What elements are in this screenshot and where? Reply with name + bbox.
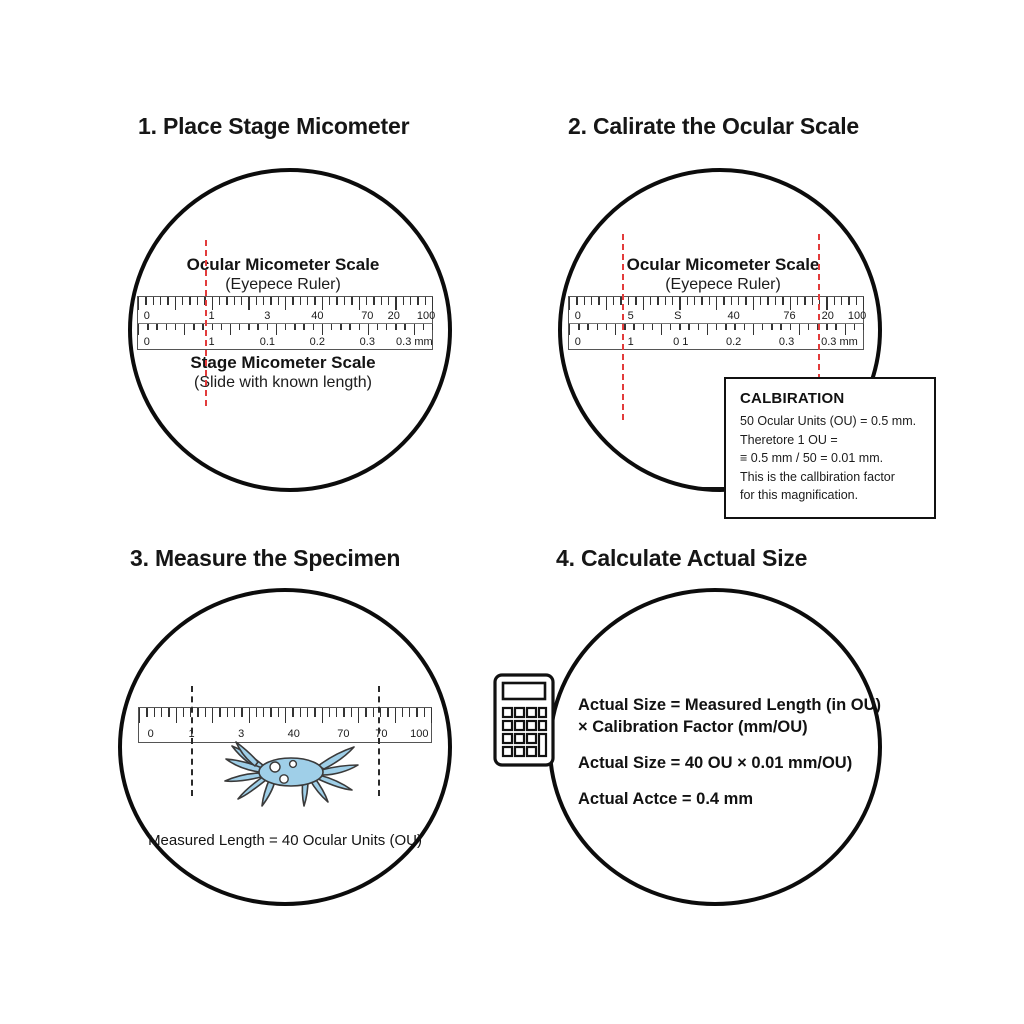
stage-scale-1-tick	[340, 324, 341, 330]
ocular-scale-2-tick	[657, 297, 658, 305]
panel-1-title: 1. Place Stage Micometer	[138, 113, 410, 139]
stage-scale-1-tick	[276, 324, 277, 335]
stage-scale-1-tick	[423, 324, 424, 330]
ocular-caption-line2: (Eyepece Ruler)	[665, 276, 781, 293]
ocular-scale-3-tick	[380, 708, 381, 717]
ocular-scale-3-tick	[146, 708, 147, 717]
ocular-scale-2-tick	[760, 297, 761, 305]
stage-scale-2-tick	[698, 324, 699, 330]
stage-scale-1-tick	[212, 324, 213, 330]
stage-scale-2-tick	[790, 324, 791, 330]
ocular-scale-2-tick	[775, 297, 776, 305]
stage-scale-2-tick	[762, 324, 763, 330]
stage-scale-2-tick	[799, 324, 800, 335]
ocular-scale-3-label: 70	[375, 728, 388, 740]
ocular-scale-caption-2	[627, 255, 820, 294]
ocular-scale-3-tick	[197, 708, 198, 717]
panel-2-title: 2. Calirate the Ocular Scale	[568, 113, 859, 139]
stage-scale-1-tick	[230, 324, 231, 335]
stage-scale-2-tick	[587, 324, 588, 330]
stage-scale-2-tick	[845, 324, 846, 335]
stage-scale-2-tick	[753, 324, 754, 335]
calibration-title: CALBIRATION	[740, 390, 845, 407]
stage-scale-1-tick	[248, 324, 249, 330]
ocular-caption-line2: (Eyepece Ruler)	[225, 276, 341, 293]
ocular-scale-1-tick	[329, 297, 330, 305]
stage-scale-2-label: 0.3 mm	[821, 336, 858, 348]
stage-scale-1-tick	[432, 324, 433, 330]
ocular-scale-3-tick	[176, 708, 177, 723]
ocular-scale-1-tick	[160, 297, 161, 305]
stage-scale-1-tick	[294, 324, 295, 330]
stage-scale-1-tick	[331, 324, 332, 330]
ocular-scale-3-tick	[234, 708, 235, 717]
ocular-scale-2-tick	[701, 297, 702, 305]
ocular-scale-2-tick	[687, 297, 688, 305]
calibration-line-5: for this magnification.	[740, 488, 859, 502]
ocular-scale-2-tick	[745, 297, 746, 305]
ocular-scale-3-tick	[139, 708, 140, 723]
alignment-line-1	[205, 240, 207, 406]
stage-scale-1-tick	[147, 324, 148, 330]
ocular-scale-1-tick	[359, 297, 360, 310]
stage-scale-1-tick	[395, 324, 396, 330]
ocular-scale-2-tick	[613, 297, 614, 305]
ocular-scale-1-tick	[263, 297, 264, 305]
stage-scale-2-label: 0	[574, 336, 581, 348]
stage-scale-1-tick	[359, 324, 360, 330]
ocular-scale-1-tick	[403, 297, 404, 305]
stage-scale-1-tick	[349, 324, 350, 330]
stage-scale-2-tick	[661, 324, 662, 335]
ocular-scale-2-tick	[863, 297, 864, 310]
ocular-scale-2-tick	[790, 297, 791, 310]
stage-scale-1-label: 0	[143, 336, 150, 348]
stage-scale-2-label: 1	[627, 336, 634, 348]
ocular-scale-3-tick	[219, 708, 220, 717]
ocular-scale-3-tick	[183, 708, 184, 717]
ocular-scale-1-tick	[256, 297, 257, 305]
ocular-scale-2-label: 20	[821, 310, 834, 322]
ocular-scale-2-label: 0	[574, 310, 581, 322]
stage-scale-2-tick	[679, 324, 680, 330]
stage-scale-1-tick	[257, 324, 258, 330]
ocular-scale-3-tick	[168, 708, 169, 717]
calibration-line-3: ≡ 0.5 mm / 50 = 0.01 mm.	[740, 451, 884, 465]
stage-scale-2-tick	[670, 324, 671, 330]
stage-scale-2-tick	[744, 324, 745, 330]
ocular-scale-1-tick	[410, 297, 411, 305]
ocular-scale-3-tick	[416, 708, 417, 717]
measured-length-text: Measured Length = 40 Ocular Units (OU)	[148, 832, 422, 849]
ocular-scale-1-tick	[248, 297, 249, 310]
ocular-scale-1-tick	[219, 297, 220, 305]
ocular-scale-1-label: 1	[208, 310, 215, 322]
stage-scale-1-tick	[239, 324, 240, 330]
panel-4-title: 4. Calculate Actual Size	[556, 545, 808, 571]
ocular-scale-2-tick	[665, 297, 666, 305]
ocular-scale-1-tick	[138, 297, 139, 310]
ocular-scale-2-tick	[826, 297, 827, 310]
stage-scale-1-tick	[138, 324, 139, 335]
ocular-scale-1-tick	[234, 297, 235, 305]
ocular-scale-1-tick	[167, 297, 168, 305]
stage-scale-caption-1	[190, 353, 375, 392]
ocular-scale-2-label: 100	[847, 310, 867, 322]
stage-scale-1-tick	[156, 324, 157, 330]
stage-scale-2-tick	[734, 324, 735, 330]
stage-scale-2-tick	[606, 324, 607, 330]
ocular-scale-2-tick	[767, 297, 768, 305]
stage-scale-1-label: 0.2	[309, 336, 325, 348]
actual-size-formula	[578, 695, 898, 811]
ocular-scale-3-tick	[154, 708, 155, 717]
ocular-scale-1-tick	[241, 297, 242, 305]
formula-line-1: Actual Size = Measured Length (in OU)	[578, 696, 882, 714]
ocular-scale-2-tick	[848, 297, 849, 305]
ocular-scale-1-tick	[300, 297, 301, 305]
ocular-scale-3-tick	[300, 708, 301, 717]
ocular-scale-3-tick	[307, 708, 308, 717]
stage-scale-1-tick	[377, 324, 378, 330]
alignment-line-2-right	[818, 234, 820, 380]
ocular-scale-3-tick	[212, 708, 213, 723]
ocular-scale-2-tick	[716, 297, 717, 310]
ocular-scale-1-tick	[307, 297, 308, 305]
ocular-scale-3-tick	[351, 708, 352, 717]
ocular-scale-2-tick	[628, 297, 629, 305]
ocular-scale-3-tick	[336, 708, 337, 717]
ocular-scale-2-label: S	[674, 310, 682, 322]
ocular-scale-3-label: 70	[337, 728, 350, 740]
stage-scale-2-tick	[826, 324, 827, 330]
ocular-scale-2-tick	[804, 297, 805, 305]
ocular-scale-1-tick	[417, 297, 418, 305]
ocular-scale-3-label: 100	[410, 728, 429, 740]
stage-scale-2-tick	[652, 324, 653, 330]
ocular-scale-2-tick	[606, 297, 607, 310]
stage-scale-1-label: 1	[208, 336, 215, 348]
ocular-scale-1-label: 3	[264, 310, 271, 322]
ocular-scale-1-tick	[432, 297, 433, 310]
ocular-scale-1-tick	[395, 297, 396, 310]
ocular-scale-3-tick	[227, 708, 228, 717]
ocular-scale-1-tick	[388, 297, 389, 305]
stage-scale-2-tick	[771, 324, 772, 330]
ocular-scale-2-tick	[679, 297, 680, 310]
ocular-scale-2-label: 76	[783, 310, 796, 322]
ocular-scale-1-label: 100	[416, 310, 436, 322]
ocular-scale-3-tick	[358, 708, 359, 723]
ocular-scale-3-tick	[205, 708, 206, 717]
ocular-scale-1-tick	[336, 297, 337, 305]
ocular-scale-3-label: 1	[188, 728, 195, 740]
stage-scale-1-tick	[368, 324, 369, 335]
ocular-scale-3-label: 0	[147, 728, 154, 740]
ocular-scale-3-tick	[263, 708, 264, 717]
ocular-scale-2-tick	[856, 297, 857, 305]
ocular-scale-3-tick	[395, 708, 396, 723]
stage-scale-1-label: 0.3	[359, 336, 375, 348]
ocular-scale-3-tick	[402, 708, 403, 717]
stage-scale-1-label: 0.3 mm	[396, 336, 433, 348]
ocular-scale-2-tick	[738, 297, 739, 305]
ocular-scale-3-tick	[270, 708, 271, 717]
dual-scale-ruler-1	[137, 296, 436, 350]
measured-length-caption	[148, 832, 422, 849]
ocular-scale-3-tick	[373, 708, 374, 717]
measurement-line-right	[378, 686, 380, 796]
stage-scale-2-tick	[854, 324, 855, 330]
ocular-scale-1-label: 40	[311, 310, 324, 322]
ocular-scale-2-tick	[782, 297, 783, 305]
ocular-scale-row-1	[138, 297, 436, 324]
stage-scale-1-tick	[166, 324, 167, 330]
ocular-scale-3-tick	[322, 708, 323, 723]
ocular-scale-2-tick	[723, 297, 724, 305]
callout-connector-line	[700, 487, 726, 490]
ocular-scale-2-tick	[598, 297, 599, 305]
stage-caption-line1: Stage Micometer Scale	[190, 353, 376, 372]
ocular-scale-2-tick	[731, 297, 732, 305]
ocular-scale-3-tick	[161, 708, 162, 717]
stage-scale-2-tick	[808, 324, 809, 330]
calibration-line-4: This is the callbiration factor	[740, 469, 895, 484]
ocular-scale-1-tick	[285, 297, 286, 310]
ocular-scale-2-tick	[643, 297, 644, 310]
stage-scale-2-tick	[633, 324, 634, 330]
ocular-caption-line1: Ocular Micometer Scale	[626, 255, 820, 274]
stage-scale-1-tick	[303, 324, 304, 330]
stage-scale-row-1	[138, 324, 432, 349]
calculator-icon	[492, 672, 556, 768]
specimen-illustration	[218, 736, 364, 808]
ocular-scale-2-tick	[753, 297, 754, 310]
ocular-scale-3-label: 40	[287, 728, 300, 740]
stage-scale-1-tick	[202, 324, 203, 330]
ocular-scale-1-tick	[381, 297, 382, 305]
stage-scale-2-tick	[615, 324, 616, 335]
measurement-line-left	[191, 686, 193, 796]
calibration-line-2: Theretore 1 OU =	[740, 432, 838, 447]
ocular-scale-caption-1	[187, 255, 380, 294]
ocular-scale-1-label: 20	[387, 310, 400, 322]
ocular-scale-3-tick	[329, 708, 330, 717]
ocular-scale-3-tick	[343, 708, 344, 717]
ocular-scale-1-tick	[322, 297, 323, 310]
stage-scale-1-label: 0.1	[259, 336, 276, 348]
ocular-scale-1-tick	[270, 297, 271, 305]
ocular-caption-line1: Ocular Micometer Scale	[186, 255, 380, 274]
ocular-scale-1-tick	[189, 297, 190, 305]
ocular-scale-3-tick	[256, 708, 257, 717]
ocular-scale-3-tick	[241, 708, 242, 717]
ocular-scale-2-tick	[635, 297, 636, 305]
ocular-scale-2-tick	[672, 297, 673, 305]
formula-line-4: Actual Actce = 0.4 mm	[578, 789, 754, 808]
ocular-scale-1-tick	[314, 297, 315, 305]
stage-scale-1-tick	[175, 324, 176, 330]
ocular-scale-2-tick	[812, 297, 813, 305]
ocular-scale-2-tick	[591, 297, 592, 305]
stage-scale-2-tick	[707, 324, 708, 335]
stage-scale-2-label: 0.2	[725, 336, 742, 348]
ocular-scale-3-tick	[292, 708, 293, 717]
stage-scale-2-tick	[578, 324, 579, 330]
ocular-scale-2-label: 5	[627, 310, 634, 322]
ocular-scale-1-tick	[425, 297, 426, 305]
ocular-scale-1-tick	[182, 297, 183, 305]
ocular-scale-2-tick	[584, 297, 585, 305]
ocular-scale-1-tick	[366, 297, 367, 305]
formula-line-3: Actual Size = 40 OU × 0.01 mm/OU)	[578, 753, 853, 772]
ocular-scale-2-tick	[834, 297, 835, 305]
ocular-scale-3-tick	[285, 708, 286, 723]
ocular-scale-3-tick	[278, 708, 279, 717]
stage-scale-2-tick	[569, 324, 570, 335]
stage-scale-2-label: 0.3	[778, 336, 795, 348]
ocular-scale-3-tick	[249, 708, 250, 723]
ocular-scale-2-label: 40	[727, 310, 740, 322]
ocular-scale-3-tick	[424, 708, 425, 717]
ocular-scale-3-tick	[365, 708, 366, 717]
ocular-scale-1-tick	[351, 297, 352, 305]
stage-scale-1-tick	[184, 324, 185, 335]
calibration-line-1: 50 Ocular Units (OU) = 0.5 mm.	[740, 414, 917, 428]
ocular-scale-1-label: 0	[143, 310, 150, 322]
calibration-callout-box	[724, 377, 936, 519]
stage-scale-2-tick	[716, 324, 717, 330]
ocular-scale-3-tick	[409, 708, 410, 717]
stage-scale-1-tick	[285, 324, 286, 330]
stage-scale-1-tick	[267, 324, 268, 330]
ocular-scale-3-tick	[431, 708, 432, 723]
ocular-scale-3-tick	[314, 708, 315, 717]
ocular-scale-1-tick	[373, 297, 374, 305]
stage-scale-2-tick	[688, 324, 689, 330]
stage-scale-1-tick	[322, 324, 323, 335]
stage-caption-line2: (Slide with known length)	[194, 374, 372, 391]
alignment-line-2-left	[622, 234, 624, 420]
ocular-scale-1-tick	[278, 297, 279, 305]
ocular-scale-1-tick	[226, 297, 227, 305]
ocular-scale-2-tick	[797, 297, 798, 305]
stage-scale-1-tick	[414, 324, 415, 335]
stage-scale-1-tick	[404, 324, 405, 330]
ocular-scale-1-tick	[212, 297, 213, 310]
formula-line-2: × Calibration Factor (mm/OU)	[578, 717, 808, 736]
panel-3-title: 3. Measure the Specimen	[130, 545, 401, 571]
stage-scale-2-tick	[597, 324, 598, 330]
stage-scale-2-tick	[624, 324, 625, 330]
ocular-scale-2-tick	[841, 297, 842, 305]
ocular-scale-2-tick	[576, 297, 577, 305]
ocular-scale-1-tick	[292, 297, 293, 305]
stage-scale-1-tick	[313, 324, 314, 330]
ocular-scale-1-tick	[145, 297, 146, 305]
stage-scale-1-tick	[193, 324, 194, 330]
ocular-scale-3-tick	[387, 708, 388, 717]
stage-scale-2-tick	[725, 324, 726, 330]
stage-scale-1-tick	[221, 324, 222, 330]
stage-scale-2-tick	[863, 324, 864, 330]
ocular-scale-1-tick	[344, 297, 345, 305]
formula-spacer-2	[578, 775, 898, 789]
stage-scale-2-tick	[780, 324, 781, 330]
ocular-scale-2-tick	[569, 297, 570, 310]
stage-scale-1-tick	[386, 324, 387, 330]
ocular-scale-2-tick	[650, 297, 651, 305]
ocular-scale-1-tick	[153, 297, 154, 305]
ocular-scale-2-tick	[709, 297, 710, 305]
ocular-scale-3-label: 3	[238, 728, 245, 740]
stage-scale-2-tick	[643, 324, 644, 330]
ocular-scale-1-label: 70	[361, 310, 374, 322]
stage-scale-2-tick	[835, 324, 836, 330]
formula-spacer	[578, 739, 898, 753]
ocular-scale-1-tick	[197, 297, 198, 305]
ocular-scale-1-tick	[175, 297, 176, 310]
stage-scale-2-label: 0 1	[673, 336, 689, 348]
ocular-scale-2-tick	[694, 297, 695, 305]
